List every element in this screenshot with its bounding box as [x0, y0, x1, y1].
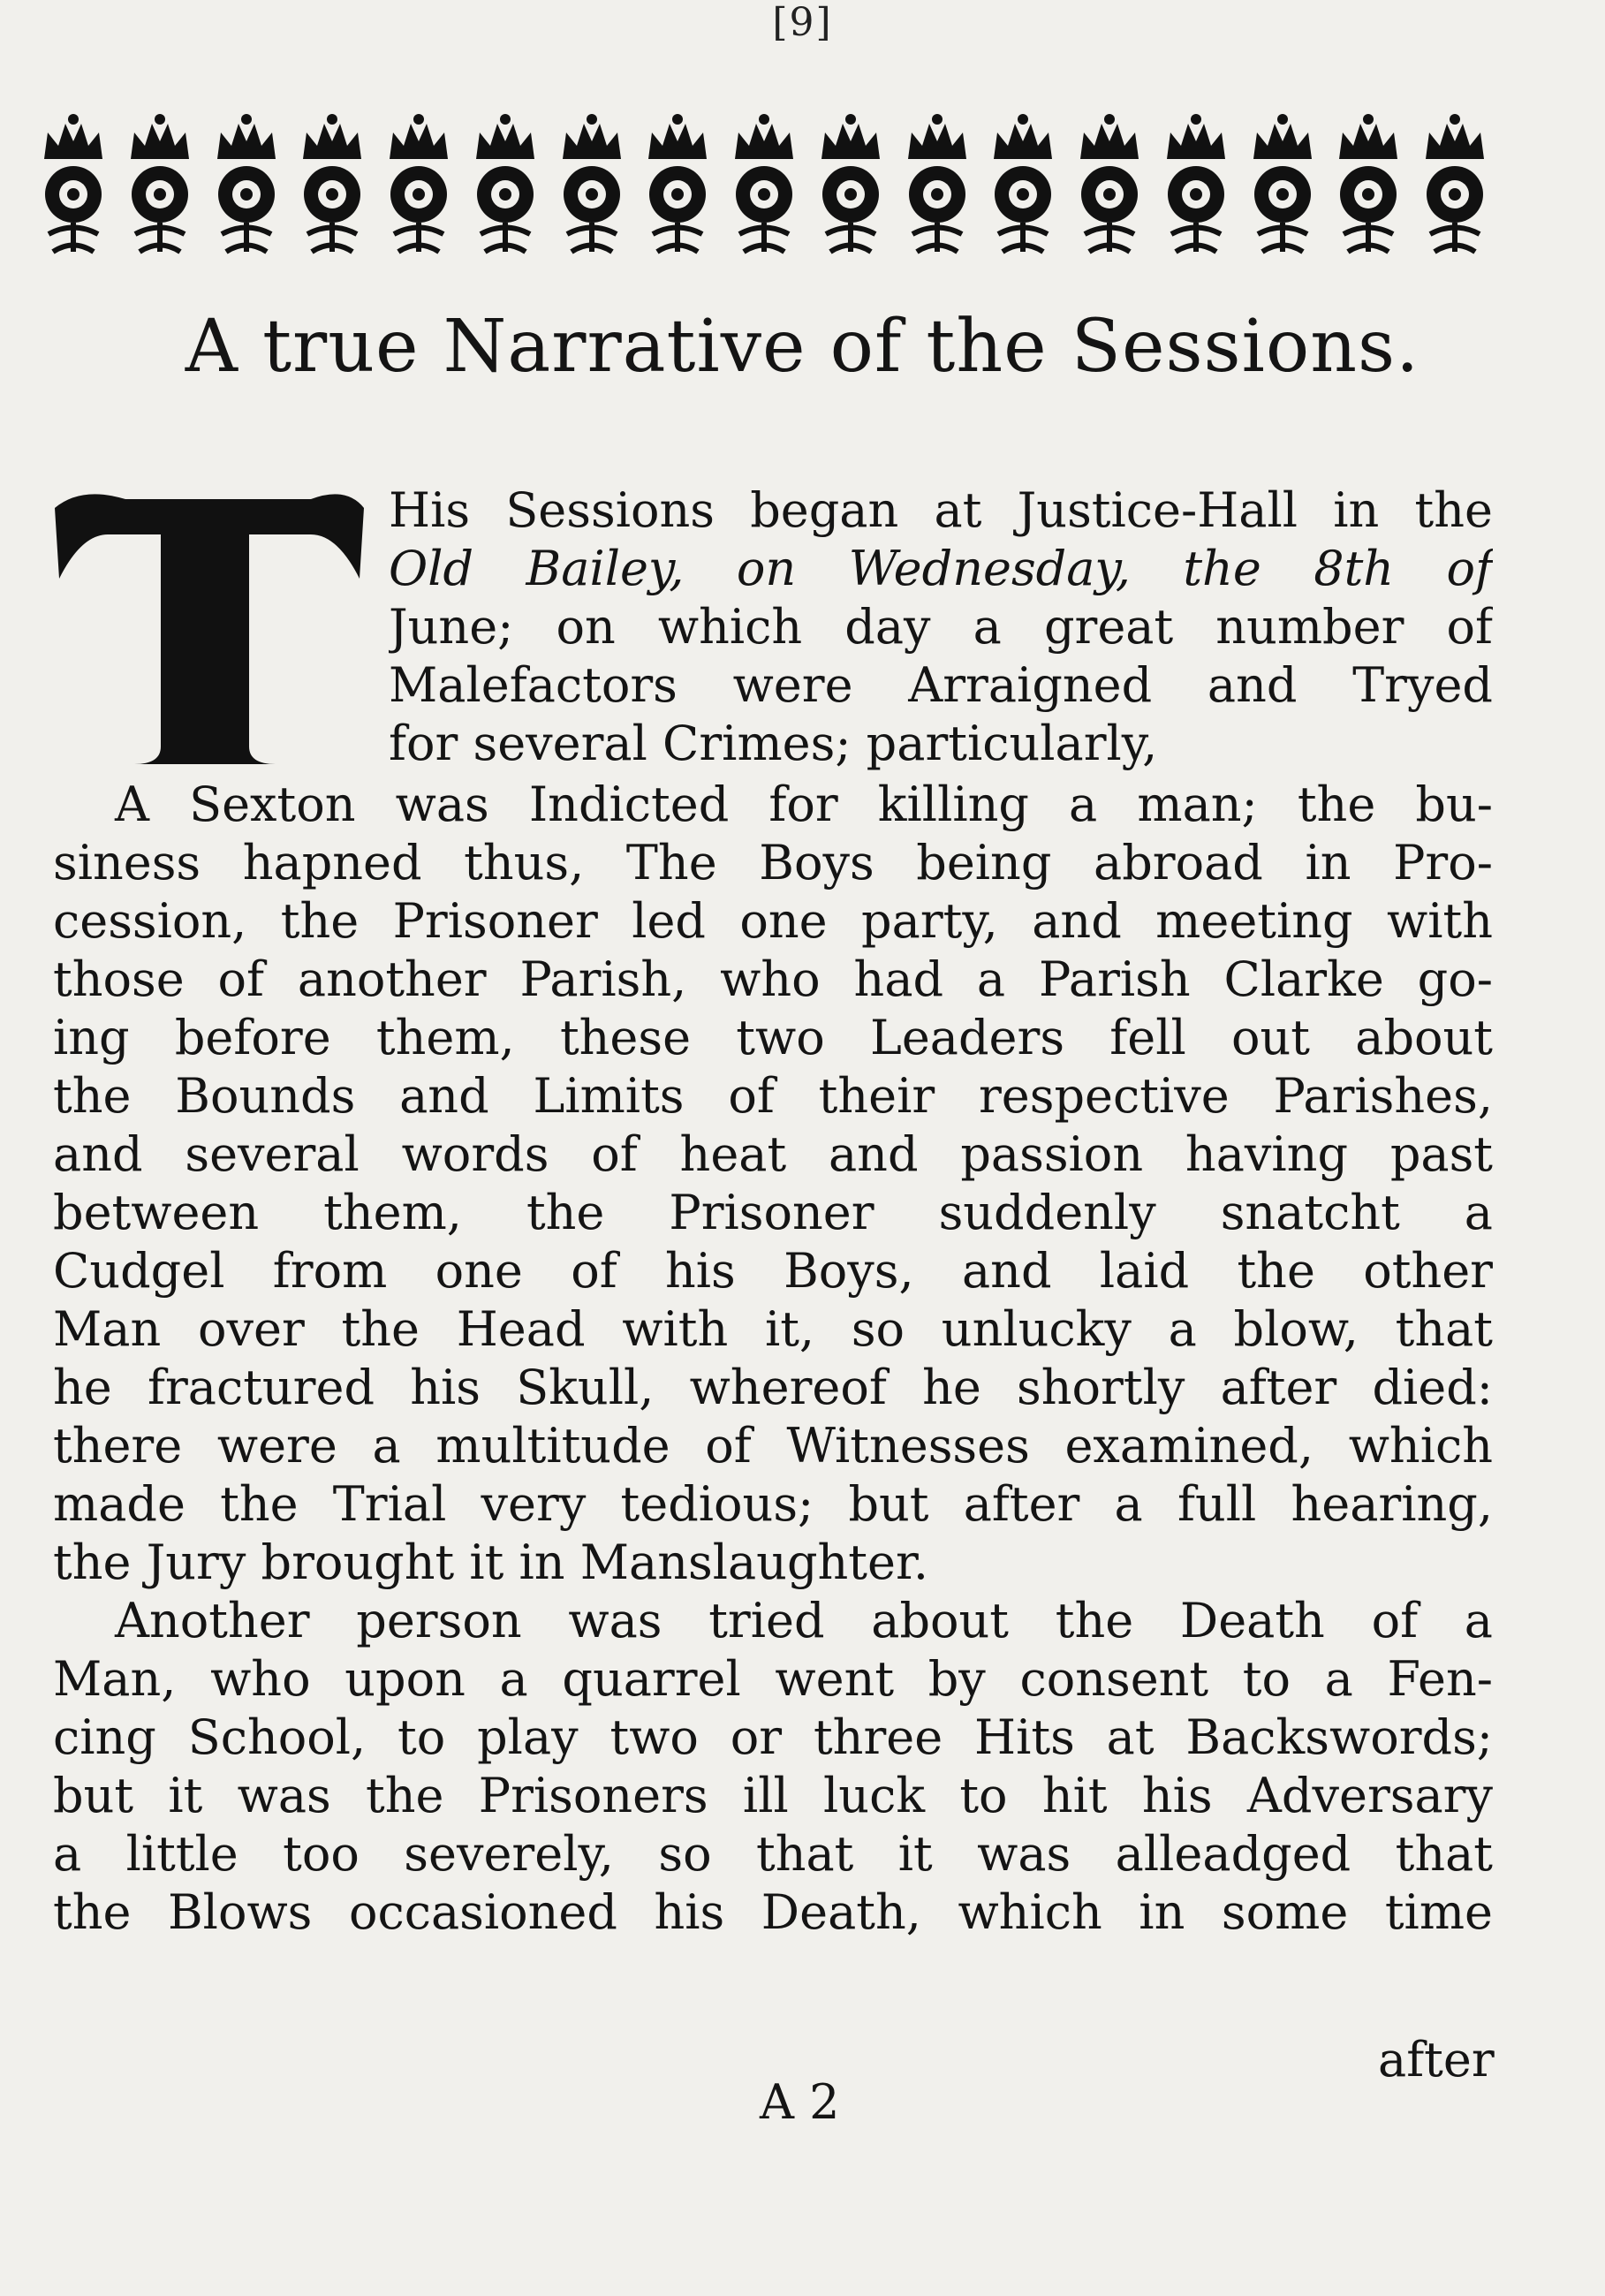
text-line: Malefactors were Arraigned and Tryed: [389, 657, 1493, 713]
text-line: and several words of heat and passion having past: [53, 1126, 1493, 1182]
ornament-icon: [467, 110, 543, 261]
signature-mark: A 2: [760, 2074, 840, 2130]
text-line: A Sexton was Indicted for killing a man; the bu-: [115, 777, 1493, 832]
ornament-icon: [1330, 110, 1406, 261]
body-text: [53, 776, 1493, 1942]
ornament-icon: [35, 110, 111, 261]
text-line: Another person was tried about the Death of a: [115, 1593, 1493, 1648]
ornament-icon: [726, 110, 802, 261]
text-line: the Blows occasioned his Death, which in some time: [53, 1884, 1493, 1940]
text-line: there were a multitude of Witnesses examined, which: [53, 1418, 1493, 1474]
ornament-icon: [813, 110, 889, 261]
text-line: but it was the Prisoners ill luck to hit his Adversary: [53, 1768, 1493, 1823]
opening-lines: [389, 481, 1493, 773]
ornament-icon: [640, 110, 715, 261]
page-number: [9]: [772, 0, 833, 45]
ornament-icon: [208, 110, 284, 261]
text-line: Cudgel from one of his Boys, and laid the other: [53, 1243, 1493, 1299]
catchword: after: [1378, 2032, 1495, 2088]
text-line: siness hapned thus, The Boys being abroad in Pro-: [53, 835, 1493, 890]
text-line: the Bounds and Limits of their respective Parishes,: [53, 1068, 1493, 1124]
text-line: those of another Parish, who had a Parish Clarke go-: [53, 951, 1493, 1007]
ornament-icon: [1417, 110, 1493, 261]
ornament-icon: [1071, 110, 1147, 261]
text-line: the Jury brought it in Manslaughter.: [53, 1534, 929, 1590]
drop-cap-letter: T: [209, 764, 210, 765]
ornament-icon: [381, 110, 457, 261]
page-title: A true Narrative of the Sessions.: [185, 305, 1420, 389]
text-line: made the Trial very tedious; but after a full hearing,: [53, 1476, 1493, 1532]
ornament-icon: [122, 110, 198, 261]
ornament-icon: [985, 110, 1061, 261]
ornament-icon: [899, 110, 975, 261]
text-line: Man over the Head with it, so unlucky a blow, that: [53, 1301, 1493, 1357]
text-line: June; on which day a great number of: [389, 599, 1493, 655]
text-line: cing School, to play two or three Hits at Backswords;: [53, 1709, 1493, 1765]
text-line: Man, who upon a quarrel went by consent to a Fen-: [53, 1651, 1493, 1707]
ornament-icon: [1245, 110, 1321, 261]
text-line: for several Crimes; particularly,: [389, 716, 1158, 771]
ornament-icon: [1158, 110, 1234, 261]
ornament-icon: [294, 110, 370, 261]
drop-cap: [46, 481, 373, 773]
text-line: cession, the Prisoner led one party, and meeting with: [53, 893, 1493, 949]
text-line: ing before them, these two Leaders fell out about: [53, 1010, 1493, 1065]
text-line: between them, the Prisoner suddenly snatcht a: [53, 1185, 1493, 1240]
text-line: His Sessions began at Justice-Hall in the: [389, 482, 1493, 538]
ornament-icon: [554, 110, 630, 261]
text-line: Old Bailey, on Wednesday, the 8th of: [389, 541, 1493, 596]
ornament-band: [35, 106, 1493, 265]
text-line: a little too severely, so that it was alleadged that: [53, 1826, 1493, 1882]
text-line: he fractured his Skull, whereof he shortly after died:: [53, 1360, 1493, 1415]
